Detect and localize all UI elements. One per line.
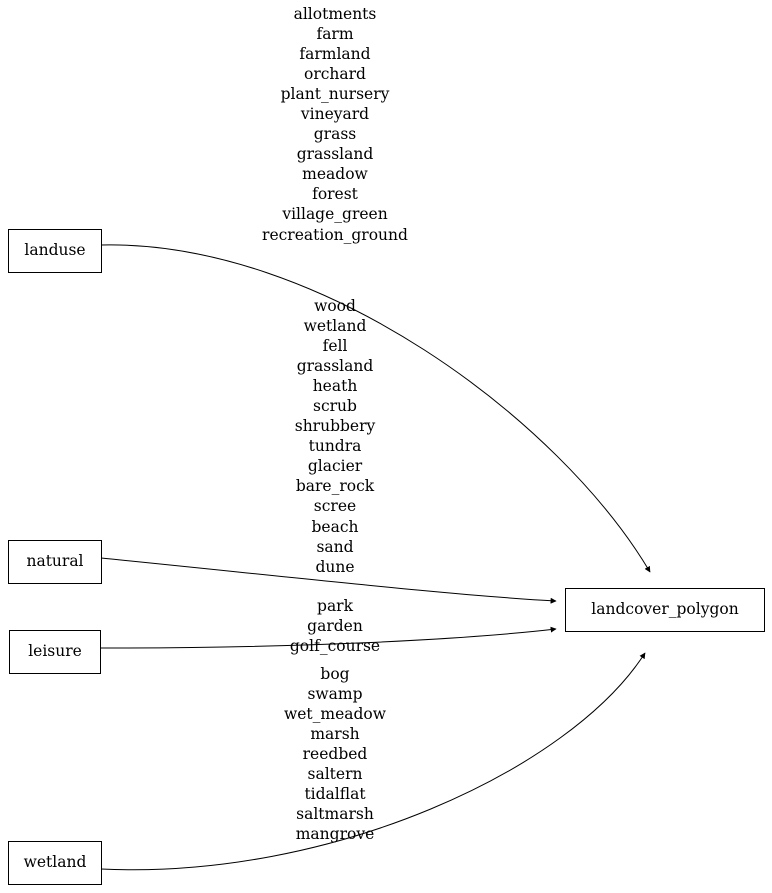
edge-label: scree: [313, 497, 357, 516]
node-label: landcover_polygon: [591, 600, 739, 619]
edge-label-group-landuse: [246, 4, 424, 245]
node-landuse[interactable]: [8, 229, 102, 273]
edge-label: vineyard: [300, 105, 370, 124]
edge-label: heath: [312, 377, 358, 396]
edge-label: swamp: [307, 685, 363, 704]
edge-label: shrubbery: [294, 417, 376, 436]
edge-label: plant_nursery: [280, 85, 390, 104]
edge-label-group-leisure: [246, 596, 424, 656]
node-natural[interactable]: [8, 540, 102, 584]
edge-label: wetland: [303, 317, 367, 336]
edge-label: village_green: [282, 205, 388, 224]
edge-label: beach: [311, 517, 359, 536]
edge-label: glacier: [307, 457, 363, 476]
edge-label: sand: [316, 537, 354, 556]
edge-label: forest: [312, 185, 358, 204]
edge-label: recreation_ground: [262, 225, 408, 244]
edge-label: allotments: [293, 5, 377, 23]
edge-label: grassland: [296, 145, 374, 164]
edge-label: grass: [313, 125, 357, 144]
edge-label: park: [317, 597, 353, 615]
node-leisure[interactable]: [9, 630, 101, 674]
edge-label-group-wetland: [246, 664, 424, 844]
edge-label: saltmarsh: [296, 805, 374, 824]
edge-label: reedbed: [302, 745, 368, 764]
edge-label: meadow: [302, 165, 368, 184]
node-label: wetland: [23, 853, 87, 872]
edge-label: grassland: [296, 357, 374, 376]
edge-label: farm: [316, 25, 354, 44]
node-label: natural: [26, 552, 84, 571]
edge-label: garden: [307, 617, 363, 636]
edge-label: wood: [314, 297, 356, 315]
edge-label: dune: [315, 557, 355, 576]
edge-label: bog: [320, 665, 350, 683]
edge-label-group-natural: [246, 296, 424, 577]
edge-label: tundra: [308, 437, 362, 456]
edge-label: golf_course: [289, 637, 381, 656]
node-label: leisure: [28, 642, 82, 661]
edge-label: scrub: [313, 397, 357, 416]
edge-label: wet_meadow: [283, 705, 387, 724]
edge-label: saltern: [307, 765, 363, 784]
edge-label: tidalflat: [304, 785, 366, 804]
edge-label: bare_rock: [295, 477, 375, 496]
edge-label: mangrove: [295, 825, 375, 844]
edge-label: marsh: [310, 725, 360, 744]
edge-label: fell: [322, 337, 348, 356]
edge-label: orchard: [304, 65, 366, 84]
node-label: landuse: [24, 241, 86, 260]
node-landcover-polygon[interactable]: [565, 588, 765, 632]
edge-label: farmland: [299, 45, 371, 64]
node-wetland[interactable]: [8, 841, 102, 885]
